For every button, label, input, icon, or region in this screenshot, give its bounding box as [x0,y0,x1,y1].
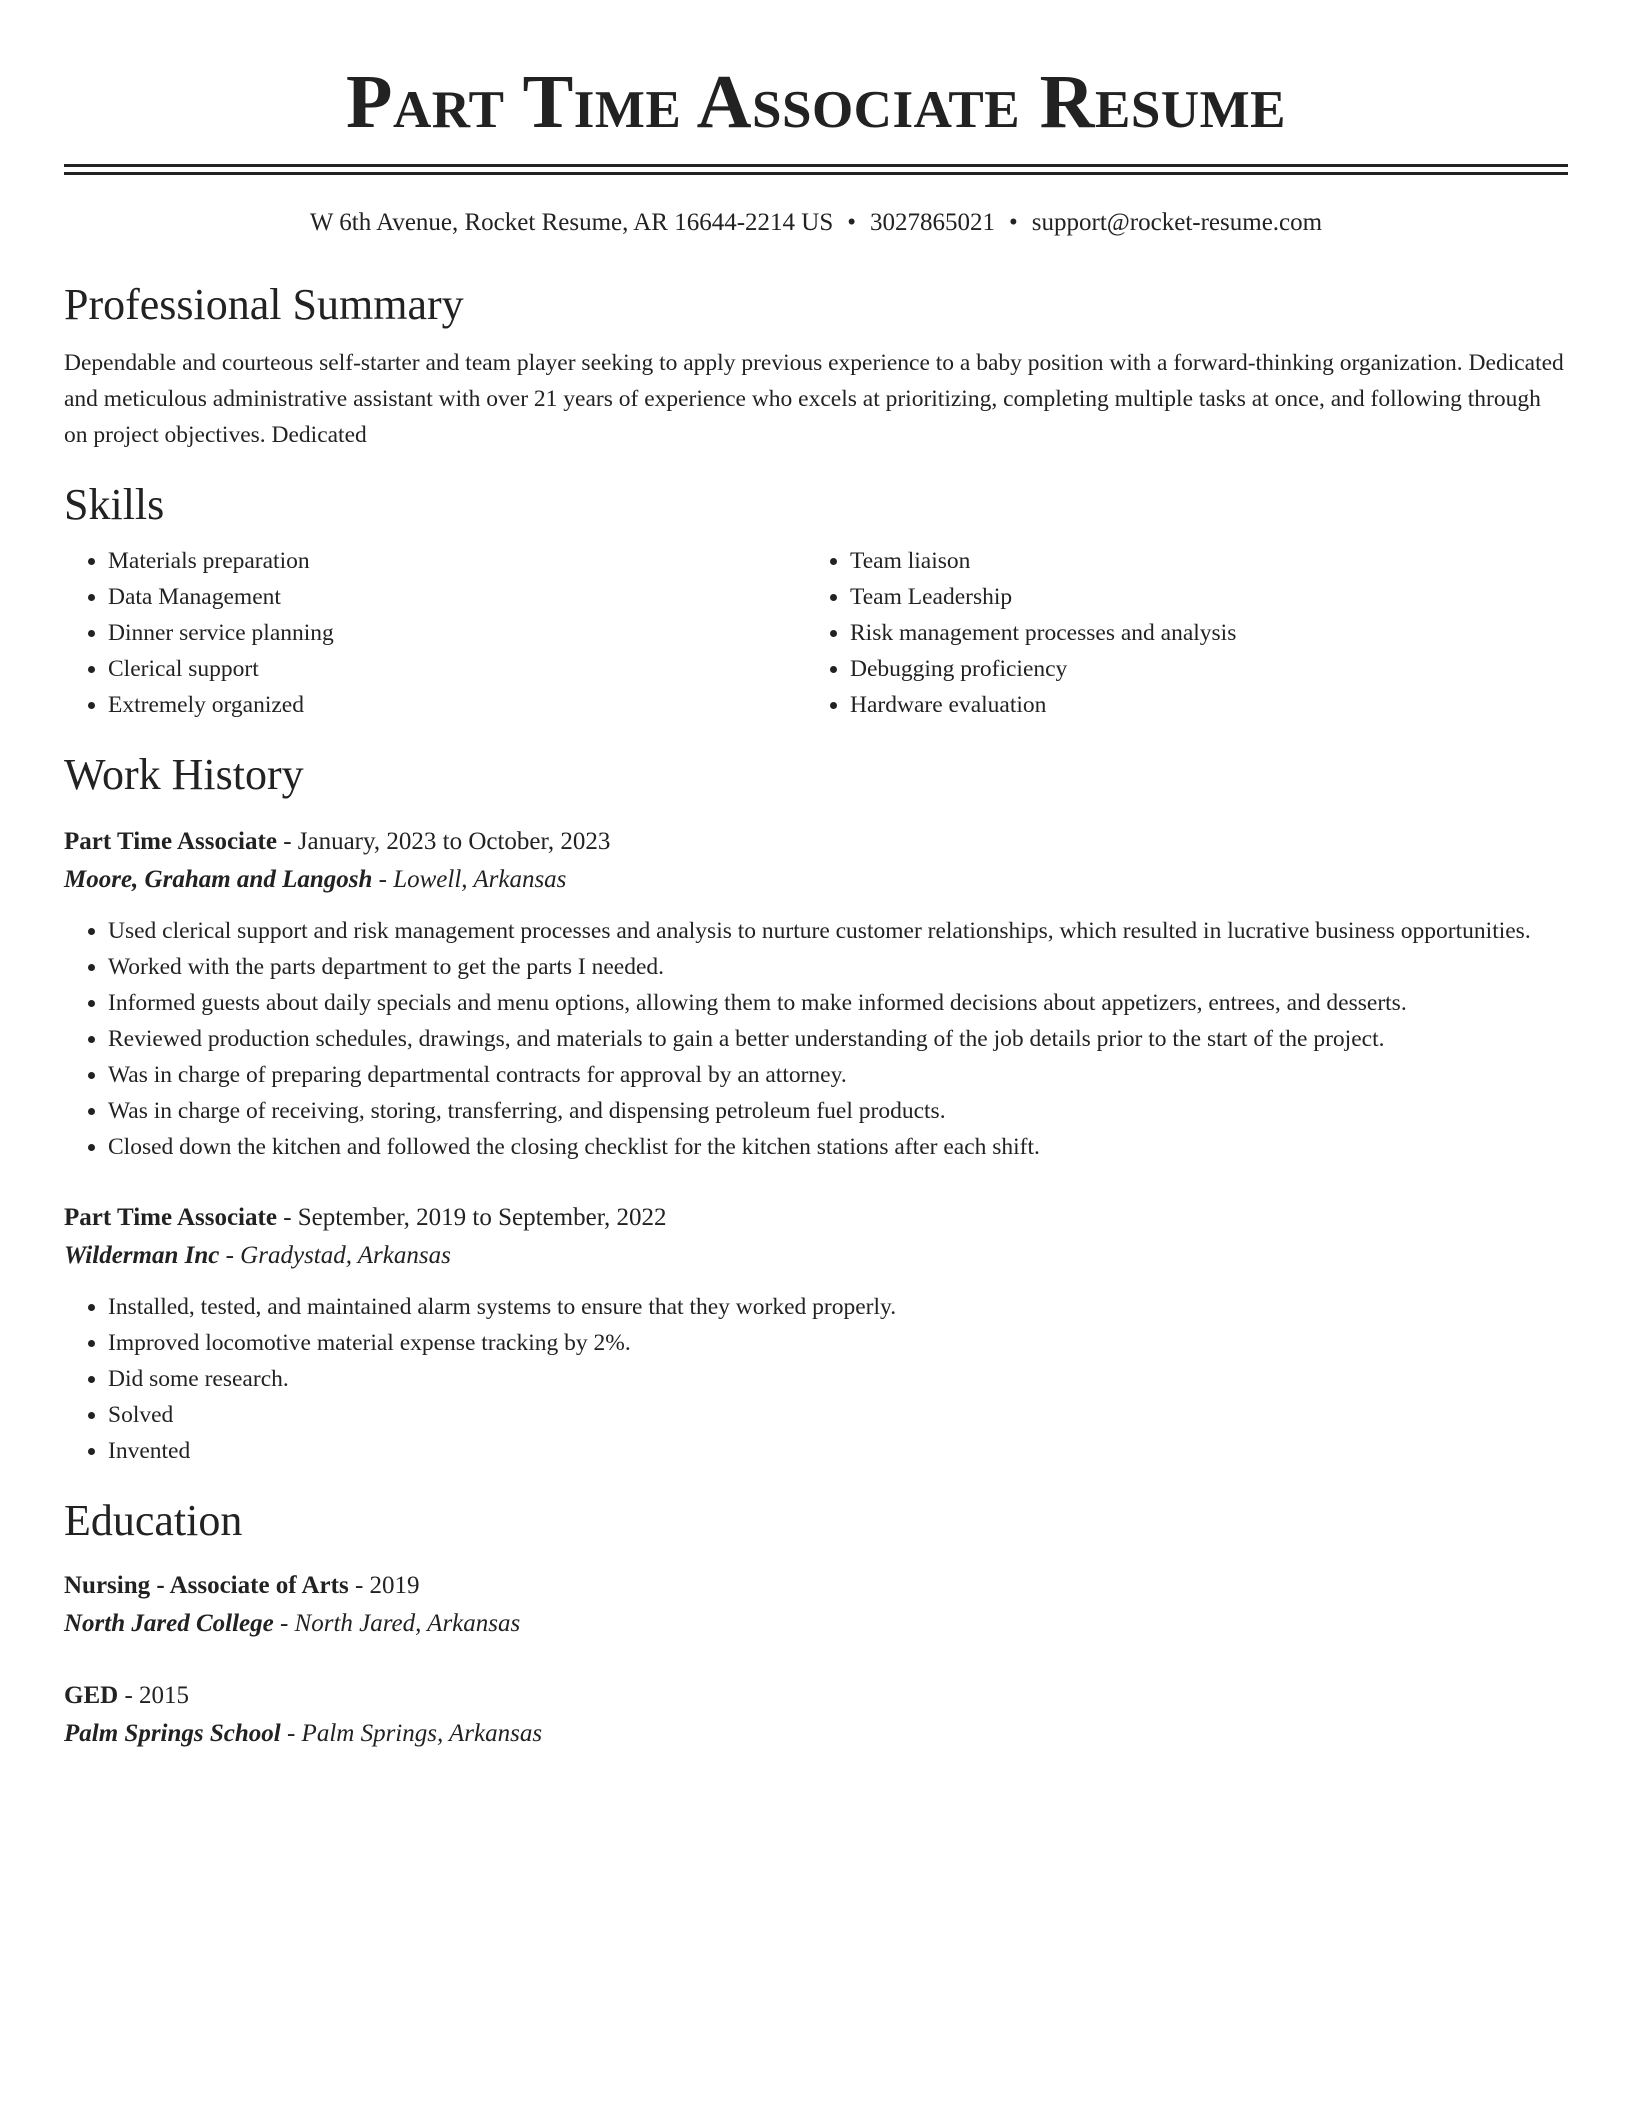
job-title-line [64,823,1568,861]
work-history-heading: Work History [64,750,304,799]
contact-email: support@rocket-resume.com [1031,209,1323,236]
job-bullet: • Was in charge of preparing departmental contracts for approval by an attorney. [108,1057,1568,1093]
job-bullets [64,913,1568,1165]
summary-text: Dependable and courteous self-starter and team player seeking to apply previous experience to a baby position with a forward-thinking organization. Dedicated and meticulous administrative assistant with over 21 years of experience who excels at prioritizing, completing multiple tasks at once, and following through on project objectives. Dedicated [64,350,1564,448]
contact-phone: 3027865021 [870,209,996,236]
title-double-rule [64,164,1568,175]
education-location: - North Jared, Arkansas [273,1610,521,1637]
skill-item: • Debugging proficiency [850,651,1568,687]
job-title: Part Time Associate [64,1204,277,1231]
job-bullet: • Did some research. [108,1361,1568,1397]
job-bullet: • Invented [108,1433,1568,1469]
job-bullet: • Informed guests about daily specials and menu options, allowing them to make informed decisions about appetizers, entrees, and desserts. [108,985,1568,1021]
skills-list-left [64,543,806,723]
skill-item: • Materials preparation [108,543,806,579]
job-bullets [64,1289,1568,1469]
skill-item: • Risk management processes and analysis [850,615,1568,651]
resume-title: Part Time Associate Resume [346,60,1286,144]
education-school-line [64,1605,1568,1643]
education-degree: Nursing - Associate of Arts [64,1572,349,1599]
skill-item: • Team liaison [850,543,1568,579]
contact-separator: • [847,209,857,236]
skills-columns [64,543,1568,723]
education-entry [64,1567,1568,1643]
job-dates: - September, 2019 to September, 2022 [276,1204,667,1231]
summary-heading: Professional Summary [64,280,464,329]
job-bullet: • Solved [108,1397,1568,1433]
education-school: North Jared College [64,1610,274,1637]
job-bullet: • Improved locomotive material expense tracking by 2%. [108,1325,1568,1361]
education-degree-line [64,1677,1568,1715]
skill-item: • Hardware evaluation [850,687,1568,723]
job-bullet: • Closed down the kitchen and followed the closing checklist for the kitchen stations after each shift. [108,1129,1568,1165]
education-year: - 2019 [348,1572,420,1599]
job-location: - Lowell, Arkansas [372,866,567,893]
education-year: - 2015 [118,1682,190,1709]
job-bullet: • Installed, tested, and maintained alarm systems to ensure that they worked properly. [108,1289,1568,1325]
job-bullet: • Worked with the parts department to get the parts I needed. [108,949,1568,985]
education-entry [64,1677,1568,1753]
education-school: Palm Springs School [64,1720,281,1747]
skills-heading: Skills [64,480,165,529]
education-heading: Education [64,1496,243,1545]
job-entry [64,1199,1568,1469]
job-title: Part Time Associate [64,828,277,855]
education-degree-line [64,1567,1568,1605]
job-bullet: • Was in charge of receiving, storing, transferring, and dispensing petroleum fuel products. [108,1093,1568,1129]
job-title-line [64,1199,1568,1237]
job-company: Moore, Graham and Langosh [64,866,373,893]
education-location: - Palm Springs, Arkansas [280,1720,543,1747]
job-company: Wilderman Inc [64,1242,220,1269]
skill-item: • Extremely organized [108,687,806,723]
contact-separator: • [1009,209,1018,236]
contact-address: W 6th Avenue, Rocket Resume, AR 16644-2214 US [309,209,834,236]
job-location: - Gradystad, Arkansas [219,1242,451,1269]
job-dates: - January, 2023 to October, 2023 [276,828,611,855]
job-entry [64,823,1568,1165]
skill-item: • Clerical support [108,651,806,687]
education-school-line [64,1715,1568,1753]
education-degree: GED [64,1682,119,1709]
skills-list-right [806,543,1568,723]
job-bullet: • Used clerical support and risk management processes and analysis to nurture customer relationships, which resulted in lucrative business opportunities. [108,913,1568,949]
job-bullet: • Reviewed production schedules, drawings, and materials to gain a better understanding of the job details prior to the start of the project. [108,1021,1568,1057]
skill-item: • Dinner service planning [108,615,806,651]
skill-item: • Team Leadership [850,579,1568,615]
job-company-line [64,1237,1568,1275]
contact-line [64,207,1568,239]
job-company-line [64,861,1568,899]
skill-item: • Data Management [108,579,806,615]
